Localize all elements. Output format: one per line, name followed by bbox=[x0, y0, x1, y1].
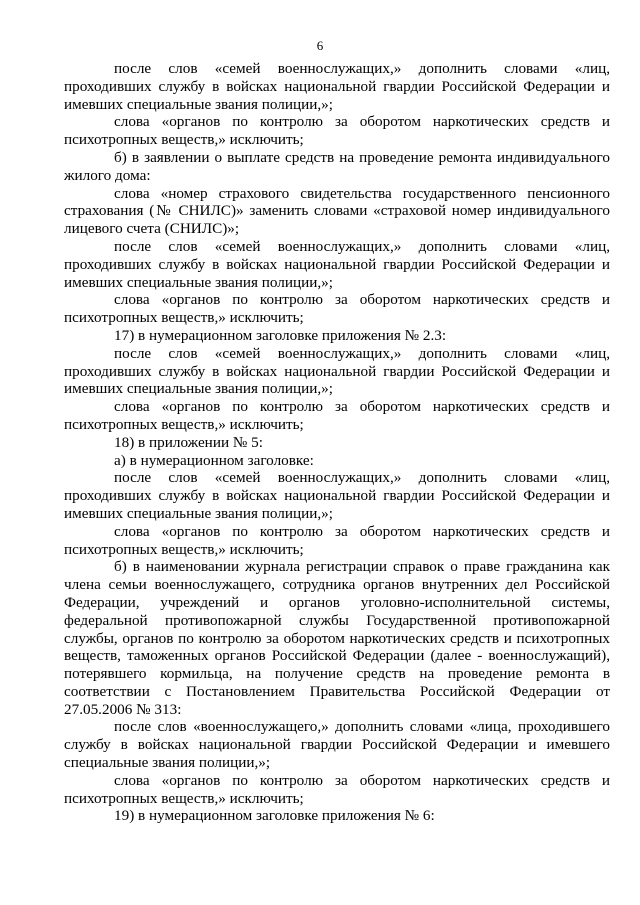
paragraph: слова «органов по контролю за оборотом наркотических средств и психотропных веществ,» исключить; bbox=[64, 522, 610, 558]
paragraph: слова «органов по контролю за оборотом наркотических средств и психотропных веществ,» исключить; bbox=[64, 771, 610, 807]
paragraph: слова «номер страхового свидетельства государственного пенсионного страхования (№ СНИЛС)» заменить словами «страховой номер индивидуального лицевого счета (СНИЛС)»; bbox=[64, 184, 610, 238]
paragraph: слова «органов по контролю за оборотом наркотических средств и психотропных веществ,» исключить; bbox=[64, 398, 610, 433]
paragraph: слова «органов по контролю за оборотом наркотических средств и психотропных веществ,» исключить; bbox=[64, 113, 610, 149]
paragraph: а) в нумерационном заголовке: bbox=[114, 451, 314, 469]
paragraph: б) в заявлении о выплате средств на проведение ремонта индивидуального жилого дома: bbox=[64, 148, 610, 184]
paragraph: 17) в нумерационном заголовке приложения № 2.3: bbox=[114, 326, 447, 344]
paragraph: после слов «семей военнослужащих,» дополнить словами «лиц, проходивших службу в войсках национальной гвардии Российской Федерации и имевших специальные звания полиции,»; bbox=[64, 237, 610, 291]
paragraph: 18) в приложении № 5: bbox=[114, 433, 263, 451]
paragraph: слова «органов по контролю за оборотом наркотических средств и психотропных веществ,» исключить; bbox=[64, 291, 610, 327]
paragraph: после слов «семей военнослужащих,» дополнить словами «лиц, проходивших службу в войсках национальной гвардии Российской Федерации и имевших специальные звания полиции,»; bbox=[64, 60, 610, 113]
paragraph: после слов «семей военнослужащих,» дополнить словами «лиц, проходивших службу в войсках национальной гвардии Российской Федерации и имевших специальные звания полиции,»; bbox=[64, 344, 610, 398]
paragraph: после слов «военнослужащего,» дополнить словами «лица, проходившего службу в войсках национальной гвардии Российской Федерации и имевшего специальные звания полиции,»; bbox=[64, 718, 610, 772]
paragraph: 19) в нумерационном заголовке приложения № 6: bbox=[114, 807, 435, 825]
paragraph: после слов «семей военнослужащих,» дополнить словами «лиц, проходивших службу в войсках национальной гвардии Российской Федерации и имевших специальные звания полиции,»; bbox=[64, 469, 610, 522]
paragraph: б) в наименовании журнала регистрации справок о праве гражданина как члена семьи военнослужащего, сотрудника органов внутренних дел Российской Федерации, учреждений и органов уголовно-исполнительной системы, федеральной противопожарной службы Государственной противопожарной службы, органов по контролю за оборотом наркотических средств и психотропных веществ, таможенных органов Российской Федерации (далее - военнослужащий), потерявшего кормильца, на получение средств на проведение ремонта в соответствии с Постановлением Правительства Российской Федерации от 27.05.2006 № 313: bbox=[64, 558, 610, 718]
document-body bbox=[64, 60, 610, 825]
page-number: 6 bbox=[316, 38, 324, 53]
